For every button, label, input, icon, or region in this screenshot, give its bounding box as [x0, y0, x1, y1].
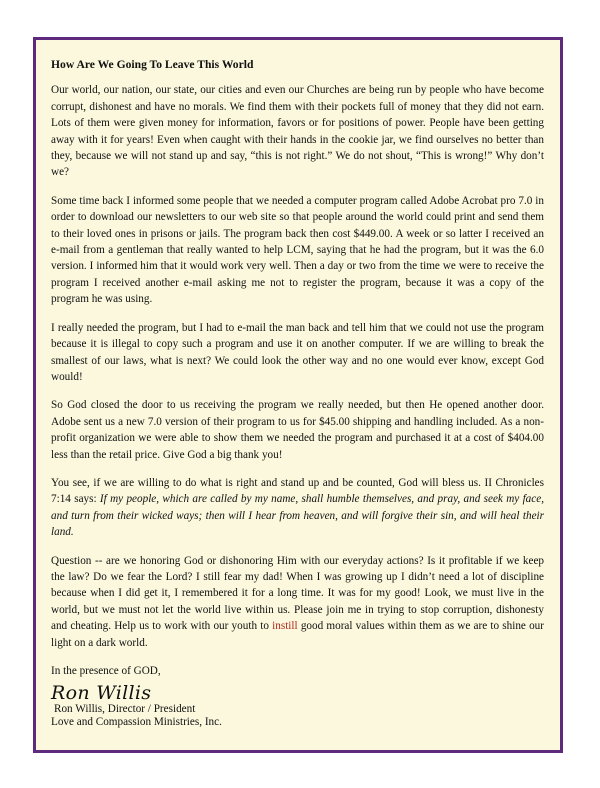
paragraph-5-lead: You see, if we are willing to do what is right and stand up and be counted, God will bless us. II Chronicles 7:14 says:	[51, 476, 544, 506]
paragraph-5	[51, 475, 544, 541]
organization-name: Love and Compassion Ministries, Inc.	[51, 716, 222, 729]
letter-title: How Are We Going To Leave This World	[51, 58, 254, 71]
letter-frame	[33, 37, 563, 753]
paragraph-4: So God closed the door to us receiving the program we really needed, but then He opened another door. Adobe sent us a new 7.0 version of their program to us for $45.00 shipping and handling included. As a non-profit organization we were able to show them we needed the program and purchased it at a cost of $404.00 less than the retail price. Give God a big thank you!	[51, 399, 544, 461]
paragraph-6-text-after: good moral values within them as we are to shine our light on a dark world.	[51, 620, 544, 649]
handwritten-signature: Ron Willis	[51, 682, 152, 705]
paragraph-3: I really needed the program, but I had to e-mail the man back and tell him that we could not use the program because it is illegal to copy such a program and use it on another computer. If we are willing to break the smallest of our laws, what is next? We could look the other way and no one would ever know, except God would!	[51, 321, 544, 383]
paragraph-1: Our world, our nation, our state, our cities and even our Churches are being run by people who have become corrupt, dishonest and have no morals. We find them with their pockets full of money that they did not earn. Lots of them were given money for information, favors or for positions of power. People have been getting away with it for years! Even when caught with their hands in the cookie jar, we find ourselves no better than they, because we will not stand up and say, “this is not right.” We do not shout, “This is wrong!” Why don’t we?	[51, 84, 544, 179]
highlighted-word: instill	[272, 620, 298, 633]
paragraph-6-text-before: Question -- are we honoring God or dishonoring Him with our everyday actions? Is it profitable if we keep the law? Do we fear the Lord? I still fear my dad! When I was growing up I didn’t need a lot of discipline because when I did get it, I remembered it for a long time. It was for my good! Look, we must live in the world, but we must not let the world live within us. Please join me in trying to stop corruption, dishonesty and cheating. Help us to work with our youth to	[51, 554, 544, 633]
scripture-quote: If my people, which are called by my name, shall humble themselves, and pray, and seek my face, and turn from their wicked ways; then will I hear from heaven, and will forgive their sin, and will heal their land.	[51, 493, 545, 539]
closing-line: In the presence of GOD,	[51, 665, 161, 677]
paragraph-2: Some time back I informed some people that we needed a computer program called Adobe Acrobat pro 7.0 in order to download our newsletters to our web site so that people around the world could print and send them to their loved ones in prisons or jails. The program back then cost $449.00. A week or so latter I received an e-mail from a gentleman that really wanted to help LCM, saying that he had the program, but it was the 6.0 version. I informed him that it would work very well. Then a day or two from the time we were to receive the program I received another e-mail asking me not to register the program, because it was a copy of the program he was using.	[51, 194, 544, 306]
paragraph-6	[51, 553, 544, 651]
signer-title: Ron Willis, Director / President	[54, 703, 196, 716]
